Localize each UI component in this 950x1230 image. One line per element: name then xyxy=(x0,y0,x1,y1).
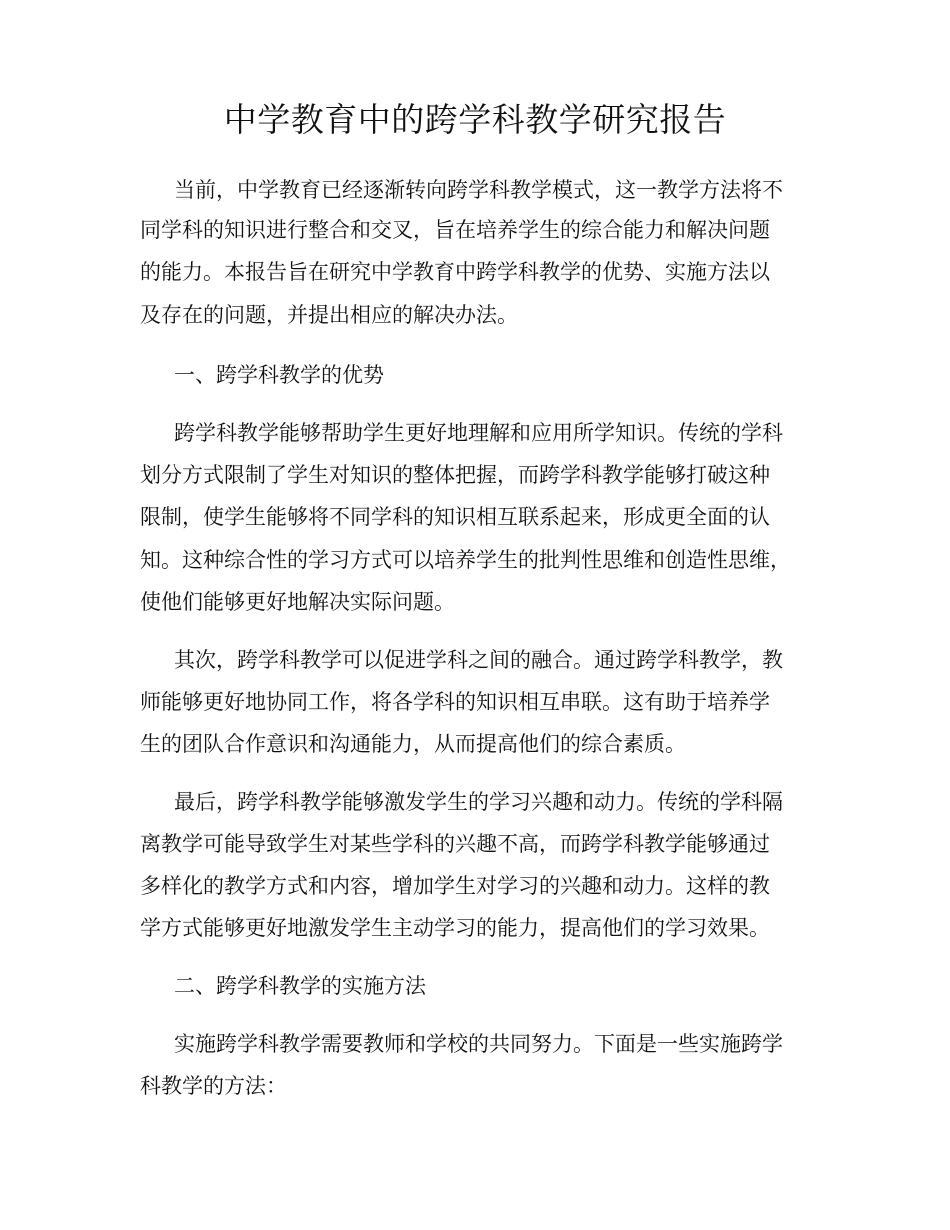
paragraph-advantage-1-line-1: 跨学科教学能够帮助学生更好地理解和应用所学知识。传统的学科 xyxy=(174,421,783,445)
section-heading-advantages: 一、跨学科教学的优势 xyxy=(174,363,384,387)
paragraph-advantage-2-line-3: 生的团队合作意识和沟通能力，从而提高他们的综合素质。 xyxy=(140,732,686,756)
paragraph-advantage-2-line-2: 师能够更好地协同工作，将各学科的知识相互串联。这有助于培养学 xyxy=(140,690,770,714)
document-title: 中学教育中的跨学科教学研究报告 xyxy=(223,100,727,139)
paragraph-intro-line-3: 的能力。本报告旨在研究中学教育中跨学科教学的优势、实施方法以 xyxy=(140,260,770,284)
paragraph-advantage-3-line-2: 离教学可能导致学生对某些学科的兴趣不高，而跨学科教学能够通过 xyxy=(140,832,770,856)
paragraph-advantage-1-line-4: 知。这种综合性的学习方式可以培养学生的批判性思维和创造性思维， xyxy=(140,548,791,572)
paragraph-advantage-3-line-3: 多样化的教学方式和内容，增加学生对学习的兴趣和动力。这样的教 xyxy=(140,874,770,898)
paragraph-methods-line-1: 实施跨学科教学需要教师和学校的共同努力。下面是一些实施跨学 xyxy=(174,1032,783,1056)
paragraph-advantage-3-line-4: 学方式能够更好地激发学生主动学习的能力，提高他们的学习效果。 xyxy=(140,916,770,940)
paragraph-advantage-1-line-3: 限制，使学生能够将不同学科的知识相互联系起来，形成更全面的认 xyxy=(140,505,770,529)
paragraph-intro-line-1: 当前，中学教育已经逐渐转向跨学科教学模式，这一教学方法将不 xyxy=(174,178,783,202)
paragraph-advantage-2-line-1: 其次，跨学科教学可以促进学科之间的融合。通过跨学科教学，教 xyxy=(174,648,783,672)
paragraph-intro-line-4: 及存在的问题，并提出相应的解决办法。 xyxy=(140,303,518,327)
paragraph-advantage-1-line-5: 使他们能够更好地解决实际问题。 xyxy=(140,590,455,614)
paragraph-intro-line-2: 同学科的知识进行整合和交叉，旨在培养学生的综合能力和解决问题 xyxy=(140,218,770,242)
paragraph-advantage-1-line-2: 划分方式限制了学生对知识的整体把握，而跨学科教学能够打破这种 xyxy=(140,463,770,487)
paragraph-advantage-3-line-1: 最后，跨学科教学能够激发学生的学习兴趣和动力。传统的学科隔 xyxy=(174,790,783,814)
section-heading-methods: 二、跨学科教学的实施方法 xyxy=(174,974,426,998)
paragraph-methods-line-2: 科教学的方法： xyxy=(140,1074,287,1098)
